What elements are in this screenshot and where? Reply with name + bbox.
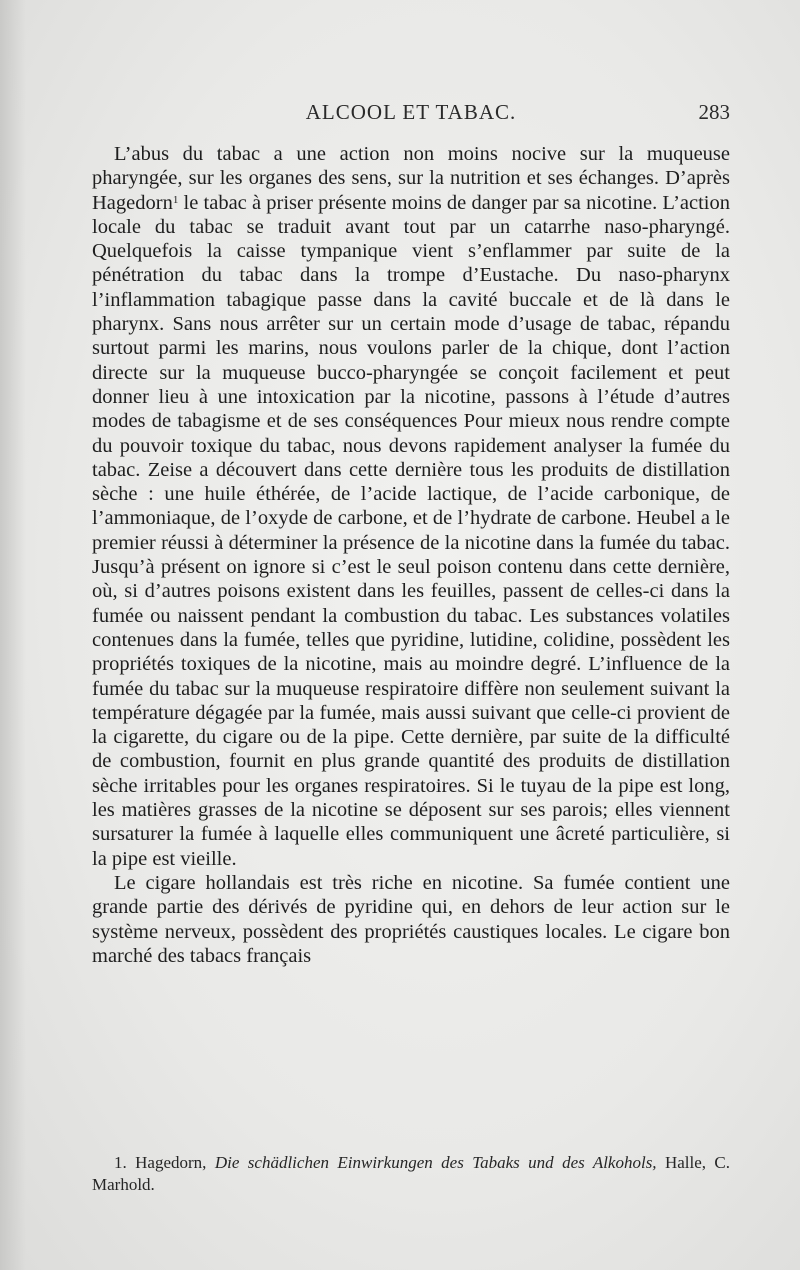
running-title: ALCOOL ET TABAC. <box>305 100 517 124</box>
page-number: 283 <box>698 100 730 124</box>
paragraph: Le cigare hollandais est très riche en nicotine. Sa fumée contient une grande partie des dérivés de pyridine qui, en dehors de leur action sur le système nerveux, possèdent des propriétés caustiques locales. Le cigare bon marché des tabacs français <box>92 871 730 967</box>
paragraph-text: L’abus du tabac a une action non moins nocive sur la muqueuse pharyngée, sur les organes des sens, sur la nutrition et ses échanges. D’après Hagedorn <box>92 143 730 214</box>
footnote <box>92 1152 730 1196</box>
paragraph-text: le tabac à priser présente moins de danger par sa nicotine. L’action locale du tabac se traduit avant tout par un catarrhe naso-pharyngé. Quelquefois la caisse tympanique vient s’enflammer par suite de la pénétration du tabac dans la trompe d’Eustache. Du naso-pharynx l’inflammation tabagique passe dans la cavité buccale et de là dans le pharynx. Sans nous arrêter sur un certain mode d’usage de tabac, répandu surtout parmi les marins, nous voulons parler de la chique, dont l’action directe sur la muqueuse bucco-pharyngée se conçoit facilement et peut donner lieu à une intoxication par la nicotine, passons à l’étude d’autres modes de tabagisme et de ses conséquences Pour mieux nous rendre compte du pouvoir toxique du tabac, nous devons rapidement analyser la fumée du tabac. Zeise a découvert dans cette dernière tous les produits de distillation sèche : une huile éthérée, de l’acide lactique, de l’acide carbonique, de l’ammoniaque, de l’oxyde de carbone, et de l’hydrate de carbone. Heubel a le premier réussi à déterminer la présence de la nicotine dans la fumée du tabac. Jusqu’à présent on ignore si c’est le seul poison contenu dans cette dernière, où, si d’autres poisons existent dans les feuilles, passent de celles-ci dans la fumée ou naissent pendant la combustion du tabac. Les substances volatiles contenues dans la fumée, telles que pyridine, lutidine, colidine, possèdent les propriétés toxiques de la nicotine, mais au moindre degré. L’influence de la fumée du tabac sur la muqueuse respiratoire diffère non seulement suivant la température dégagée par la fumée, mais aussi suivant que celle-ci provient de la cigarette, du cigare ou de la pipe. Cette dernière, par suite de la difficulté de combustion, fournit en plus grande quantité des produits de distillation sèche irritables pour les organes respiratoires. Si le tuyau de la pipe est long, les matières grasses de la nicotine se déposent sur ses parois; elles viennent sursaturer la fumée à laquelle elles communiquent une âcreté particulière, si la pipe est vieille. <box>92 191 730 870</box>
paragraph <box>92 142 730 871</box>
footnote-publisher: Halle, C. Marhold. <box>92 1153 731 1194</box>
running-header <box>92 100 730 130</box>
footnote-number: 1. <box>114 1153 127 1172</box>
body-text <box>92 142 730 968</box>
footnote-title: Die schädlichen Einwirkungen des Tabaks und des Alkohols, <box>214 1153 657 1172</box>
footnote-author: Hagedorn, <box>135 1153 207 1172</box>
footnote-reference: 1 <box>172 193 179 206</box>
